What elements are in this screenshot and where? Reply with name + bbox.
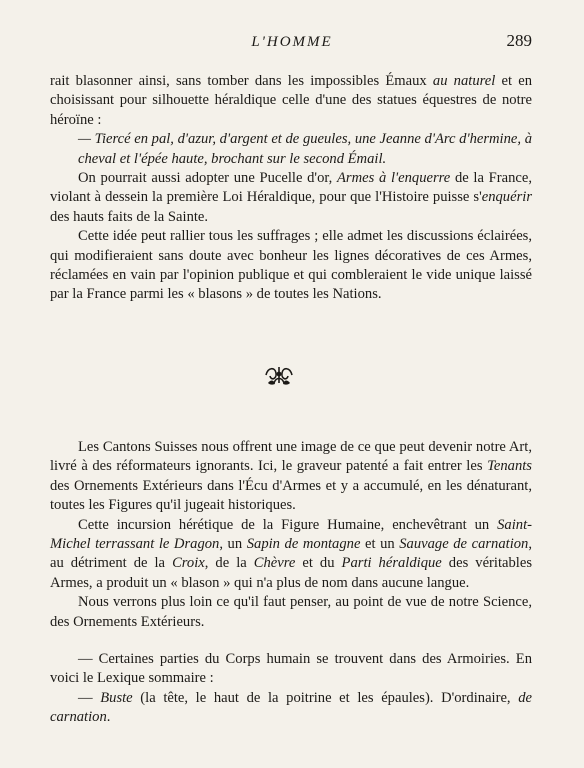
italic-run: Chèvre: [253, 555, 296, 572]
italic-run: Parti héraldique: [341, 555, 442, 572]
text-run: des Ornements Extérieurs dans l'Écu d'Armes et y a accumulé, en les dénaturant, toutes les Figures qu'il jugeait historiques.: [50, 477, 532, 514]
text-run: de la France, violant à dessein la première Loi Héraldique, pour que l'Histoire puisse s': [50, 170, 532, 206]
text-block-upper: [50, 72, 532, 305]
text-run: des véritables Armes, a produit un « blason » qui n'a plus de nom dans aucune langue.: [50, 555, 533, 591]
lexicon-entry: [50, 689, 532, 728]
text-run: rait blasonner ainsi, sans tomber dans les impossibles Émaux: [50, 73, 433, 89]
text-block-lower: [50, 438, 532, 728]
text-run: (la tête, le haut de la poitrine et les épaules). D'ordinaire,: [132, 689, 519, 706]
italic-run: Croix: [172, 555, 205, 572]
text-run: , au détriment de la: [50, 536, 532, 572]
paragraph: Cette idée peut rallier tous les suffrages ; elle admet les discussions éclairées, qui modifieraient sans doute avec bonheur les lignes décoratives de ces Armes, réclamées en vain par l'opinion publique et qui combleraient le vide unique laissé par la France parmi les « blasons » de toutes les Nations.: [50, 228, 532, 303]
running-title: L'HOMME: [251, 34, 333, 50]
paragraph: [50, 516, 532, 594]
text-run: .: [106, 709, 111, 726]
fleuron-icon: [262, 363, 296, 387]
text-run: Les Cantons Suisses nous offrent une image de ce que peut devenir notre Art, livré à des réformateurs ignorants. Ici, le graveur patenté a fait entrer les: [50, 439, 532, 475]
blazon-quote: — Tiercé en pal, d'azur, d'argent et de gueules, une Jeanne d'Arc d'hermine, à cheval et l'épée haute, brochant sur le second Émail.: [78, 131, 532, 167]
text-run: et un: [360, 536, 400, 553]
italic-run: Tenants: [487, 458, 532, 475]
italic-run: Armes à l'enquerre: [336, 170, 451, 187]
italic-run: Sapin de montagne: [246, 536, 361, 553]
italic-run: Sauvage de carnation: [399, 536, 529, 553]
italic-run: Saint-Michel terrassant le Dragon: [50, 516, 532, 553]
paragraph: [50, 72, 532, 130]
page-number: 289: [506, 31, 532, 50]
text-run: , de la: [204, 555, 254, 572]
paragraph: Nous verrons plus loin ce qu'il faut penser, au point de vue de notre Science, des Ornements Extérieurs.: [50, 594, 532, 630]
paragraph: [50, 169, 532, 227]
italic-run: au naturel: [432, 73, 496, 89]
text-run: Cette incursion hérétique de la Figure Humaine, enchevêtrant un: [78, 516, 498, 533]
paragraph: [50, 438, 532, 516]
italic-run: enquérir: [481, 189, 532, 206]
text-run: , un: [219, 536, 247, 553]
italic-run: de carnation: [50, 689, 532, 726]
text-run: et en choisissant pour silhouette héraldique celle d'une des statues équestres de notre héroïne :: [50, 73, 533, 128]
text-run: des hauts faits de la Sainte.: [50, 208, 209, 225]
text-run: et du: [295, 555, 342, 572]
page-header: [0, 31, 584, 58]
italic-run: Buste: [100, 689, 133, 706]
text-run: On pourrait aussi adopter une Pucelle d'or,: [78, 170, 337, 187]
paragraph: — Certaines parties du Corps humain se trouvent dans des Armoiries. En voici le Lexique sommaire :: [50, 651, 532, 687]
text-run: —: [78, 689, 101, 706]
